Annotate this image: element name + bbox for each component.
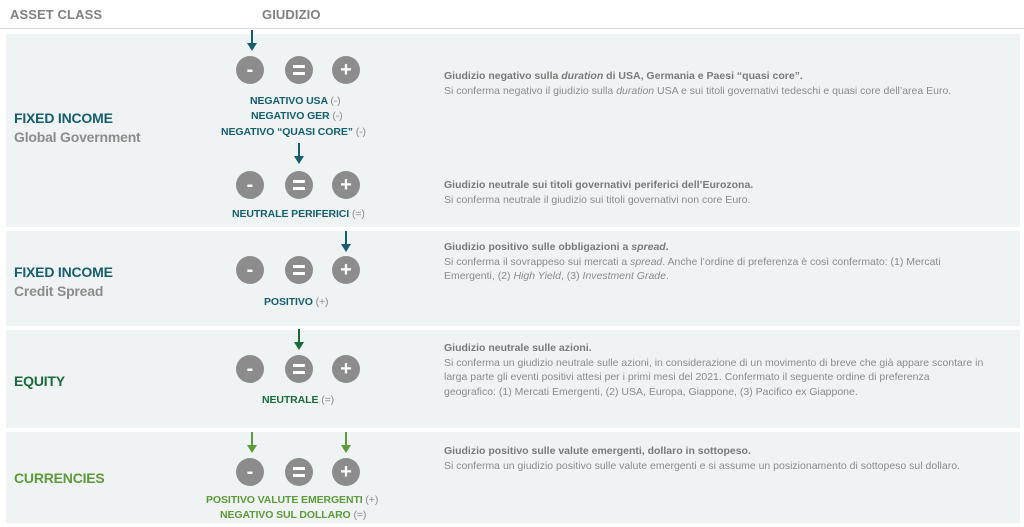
minus-icon: - xyxy=(236,256,264,284)
asset-class-title: EQUITY xyxy=(14,373,65,389)
arrow-down-icon xyxy=(341,231,351,253)
asset-class-title: FIXED INCOME xyxy=(14,264,113,280)
giudizio-header: GIUDIZIO xyxy=(262,7,321,22)
judgement-description: Giudizio positivo sulle obbligazioni a spread. Si conferma il sovrappeso sui mercati a spread. Anche l’ordine di preferenza è così confermato: (1) Mercati Emergenti, (2) High Yield, (3) Investment Grade. xyxy=(444,241,941,283)
minus-icon: - xyxy=(236,355,264,383)
asset-class-subtitle: Credit Spread xyxy=(14,283,104,299)
judgement-label: NEGATIVO “QUASI CORE” (-) xyxy=(221,126,366,138)
judgement-description: Giudizio neutrale sulle azioni. Si conferma un giudizio neutrale sulle azioni, in considerazione di un movimento di breve che già appare scontare in larga parte gli eventi positivi attesi per i primi mesi del 2021. Confermato il seguente ordine di preferenza geografico: (1) Mercati Emergenti, (2) USA, Europa, Giappone, (3) Pacifico ex Giappone. xyxy=(444,342,984,398)
rating-scale xyxy=(236,256,366,284)
equal-icon xyxy=(285,458,313,486)
minus-icon: - xyxy=(236,171,264,199)
judgement-label: NEGATIVO GER (-) xyxy=(251,110,343,122)
judgement-label: NEGATIVO USA (-) xyxy=(250,95,341,107)
judgement-description: Giudizio positivo sulle valute emergenti, dollaro in sottopeso. Si conferma un giudizio positivo sulle valute emergenti e si assume un posizionamento di sottopeso sul dollaro. xyxy=(444,445,960,472)
judgement-label: NEUTRALE (=) xyxy=(262,394,335,406)
judgement-description: Giudizio neutrale sui titoli governativi periferici dell’Eurozona. Si conferma neutrale il giudizio sui titoli governativi non core Euro. xyxy=(444,179,754,206)
rating-scale xyxy=(236,171,366,199)
judgement-label: POSITIVO VALUTE EMERGENTI (+) xyxy=(206,494,379,506)
equal-icon xyxy=(285,355,313,383)
equal-icon xyxy=(285,256,313,284)
asset-class-title: FIXED INCOME xyxy=(14,110,113,126)
plus-icon: + xyxy=(332,355,360,383)
arrow-down-icon xyxy=(247,30,257,52)
minus-icon: - xyxy=(236,56,264,84)
plus-icon: + xyxy=(332,171,360,199)
equal-icon xyxy=(285,171,313,199)
arrow-down-icon xyxy=(294,143,304,165)
arrow-down-icon xyxy=(341,432,351,454)
arrow-down-icon xyxy=(247,432,257,454)
arrow-down-icon xyxy=(294,329,304,351)
equal-icon xyxy=(285,56,313,84)
judgement-label: POSITIVO (+) xyxy=(264,296,329,308)
plus-icon: + xyxy=(332,56,360,84)
rating-scale xyxy=(236,56,366,84)
table-header xyxy=(0,0,1024,29)
plus-icon: + xyxy=(332,458,360,486)
minus-icon: - xyxy=(236,458,264,486)
rating-scale xyxy=(236,458,366,486)
asset-class-header: ASSET CLASS xyxy=(10,7,103,22)
judgement-label: NEUTRALE PERIFERICI (=) xyxy=(232,208,365,220)
plus-icon: + xyxy=(332,256,360,284)
judgement-description: Giudizio negativo sulla duration di USA, Germania e Paesi “quasi core”. Si conferma negativo il giudizio sulla duration USA e sui titoli governativi tedeschi e quasi core dell’area Euro. xyxy=(444,70,952,97)
asset-class-title: CURRENCIES xyxy=(14,470,105,486)
asset-class-subtitle: Global Government xyxy=(14,129,141,145)
rating-scale xyxy=(236,355,366,383)
judgement-label: NEGATIVO SUL DOLLARO (=) xyxy=(220,509,367,521)
